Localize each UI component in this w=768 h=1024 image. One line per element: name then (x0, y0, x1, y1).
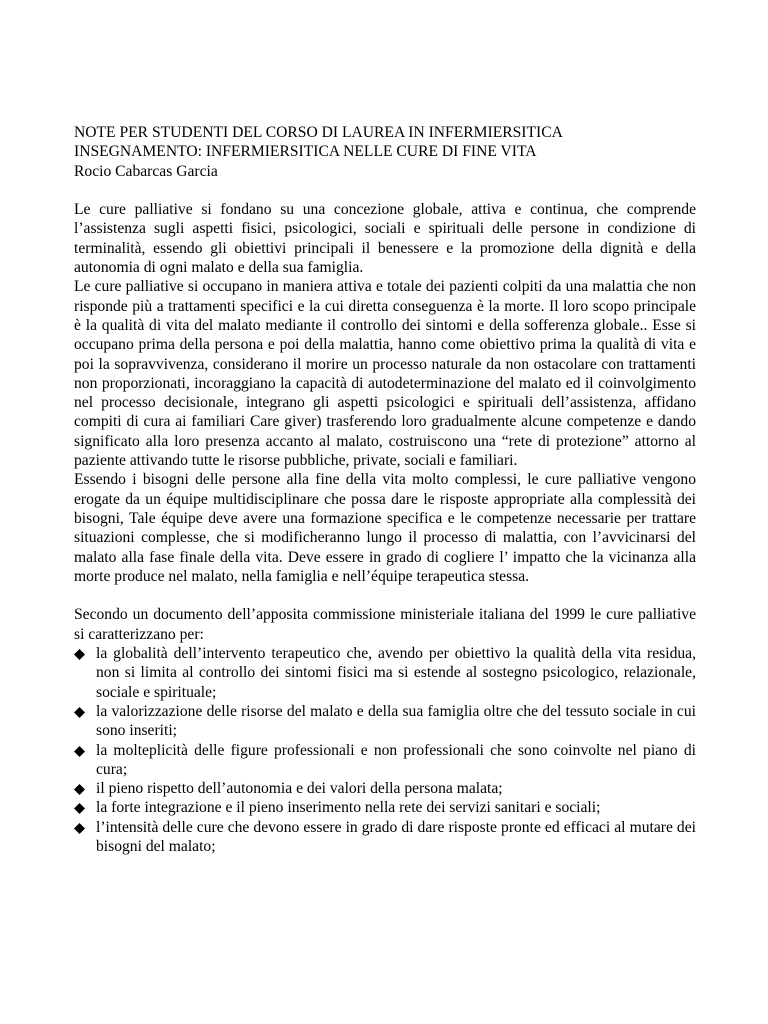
list-item (74, 644, 696, 702)
diamond-bullet-icon (74, 779, 88, 798)
diamond-bullet-icon (74, 798, 88, 817)
blank-line (74, 586, 696, 605)
paragraph-ministerial-document: Secondo un documento dell’apposita commissione ministeriale italiana del 1999 le cure palliative si caratterizzano per: (74, 606, 696, 643)
diamond-bullet-icon (74, 741, 88, 760)
list-item (74, 818, 696, 857)
diamond-bullet-icon (74, 818, 88, 837)
list-item (74, 779, 696, 798)
list-item (74, 741, 696, 780)
paragraph-intro-definition: Le cure palliative si fondano su una concezione globale, attiva e continua, che comprende l’assistenza sugli aspetti fisici, psicologici, sociali e spirituali delle persone in condizione di terminalità, essendo gli obiettivi principali il benessere e la promozione della dignità e della autonomia di ogni malato e della sua famiglia. (74, 201, 696, 277)
blank-line (74, 181, 696, 200)
list-item-text: l’intensità delle cure che devono essere in grado di dare risposte pronte ed efficaci al mutare dei bisogni del malato; (96, 818, 696, 855)
list-item (74, 702, 696, 741)
module-title: INSEGNAMENTO: INFERMIERSITICA NELLE CURE DI FINE VITA (74, 143, 537, 161)
author-name: Rocio Cabarcas Garcia (74, 162, 218, 180)
diamond-bullet-icon (74, 644, 88, 663)
list-item-text: la globalità dell’intervento terapeutico che, avendo per obiettivo la qualità della vita residua, non si limita al controllo dei sintomi fisici ma si estende al sostegno psicologico, relazionale, sociale e spirituale; (96, 645, 696, 701)
characteristics-list (74, 644, 696, 856)
list-item (74, 798, 696, 817)
paragraph-equipe: Essendo i bisogni delle persone alla fine della vita molto complessi, le cure palliative vengono erogate da un équipe multidisciplinare che possa dare le risposte appropriate alla complessità dei bisogni, Tale équipe deve avere una formazione specifica e le competenze necessarie per trattare situazioni complesse, che si modificheranno lungo il processo di malattia, con l’avvicinarsi del malato alla fase finale della vita. Deve essere in grado di cogliere l’ impatto che la vicinanza alla morte produce nel malato, nella famiglia e nell’équipe terapeutica stessa. (74, 471, 696, 585)
paragraph-scope: Le cure palliative si occupano in maniera attiva e totale dei pazienti colpiti da una malattia che non risponde più a trattamenti specifici e la cui diretta conseguenza è la morte. Il loro scopo principale è la qualità di vita del malato mediante il controllo dei sintomi e della sofferenza globale.. Esse si occupano prima della persona e poi della malattia, hanno come obiettivo prima la qualità di vita e poi la sopravvivenza, considerano il morire un processo naturale da non ostacolare con trattamenti non proporzionati, incoraggiano la capacità di autodeterminazione del malato ed il coinvolgimento nel processo decisionale, integrano gli aspetti psicologici e spirituali dell’assistenza, affidano compiti di cura ai familiari Care giver) trasferendo loro gradualmente alcune competenze e dando significato alla loro presenza accanto al malato, costruiscono una “rete di protezione” attorno al paziente attivando tutte le risorse pubbliche, private, sociali e familiari. (74, 278, 696, 470)
course-title: NOTE PER STUDENTI DEL CORSO DI LAUREA IN INFERMIERSITICA (74, 124, 563, 141)
document-page (74, 123, 696, 856)
list-item-text: il pieno rispetto dell’autonomia e dei valori della persona malata; (96, 780, 503, 798)
document-header (74, 123, 696, 181)
list-item-text: la molteplicità delle figure professionali e non professionali che sono coinvolte nel piano di cura; (96, 741, 696, 778)
list-item-text: la forte integrazione e il pieno inserimento nella rete dei servizi sanitari e sociali; (96, 799, 601, 817)
diamond-bullet-icon (74, 702, 88, 721)
list-item-text: la valorizzazione delle risorse del malato e della sua famiglia oltre che del tessuto sociale in cui sono inseriti; (96, 702, 696, 740)
